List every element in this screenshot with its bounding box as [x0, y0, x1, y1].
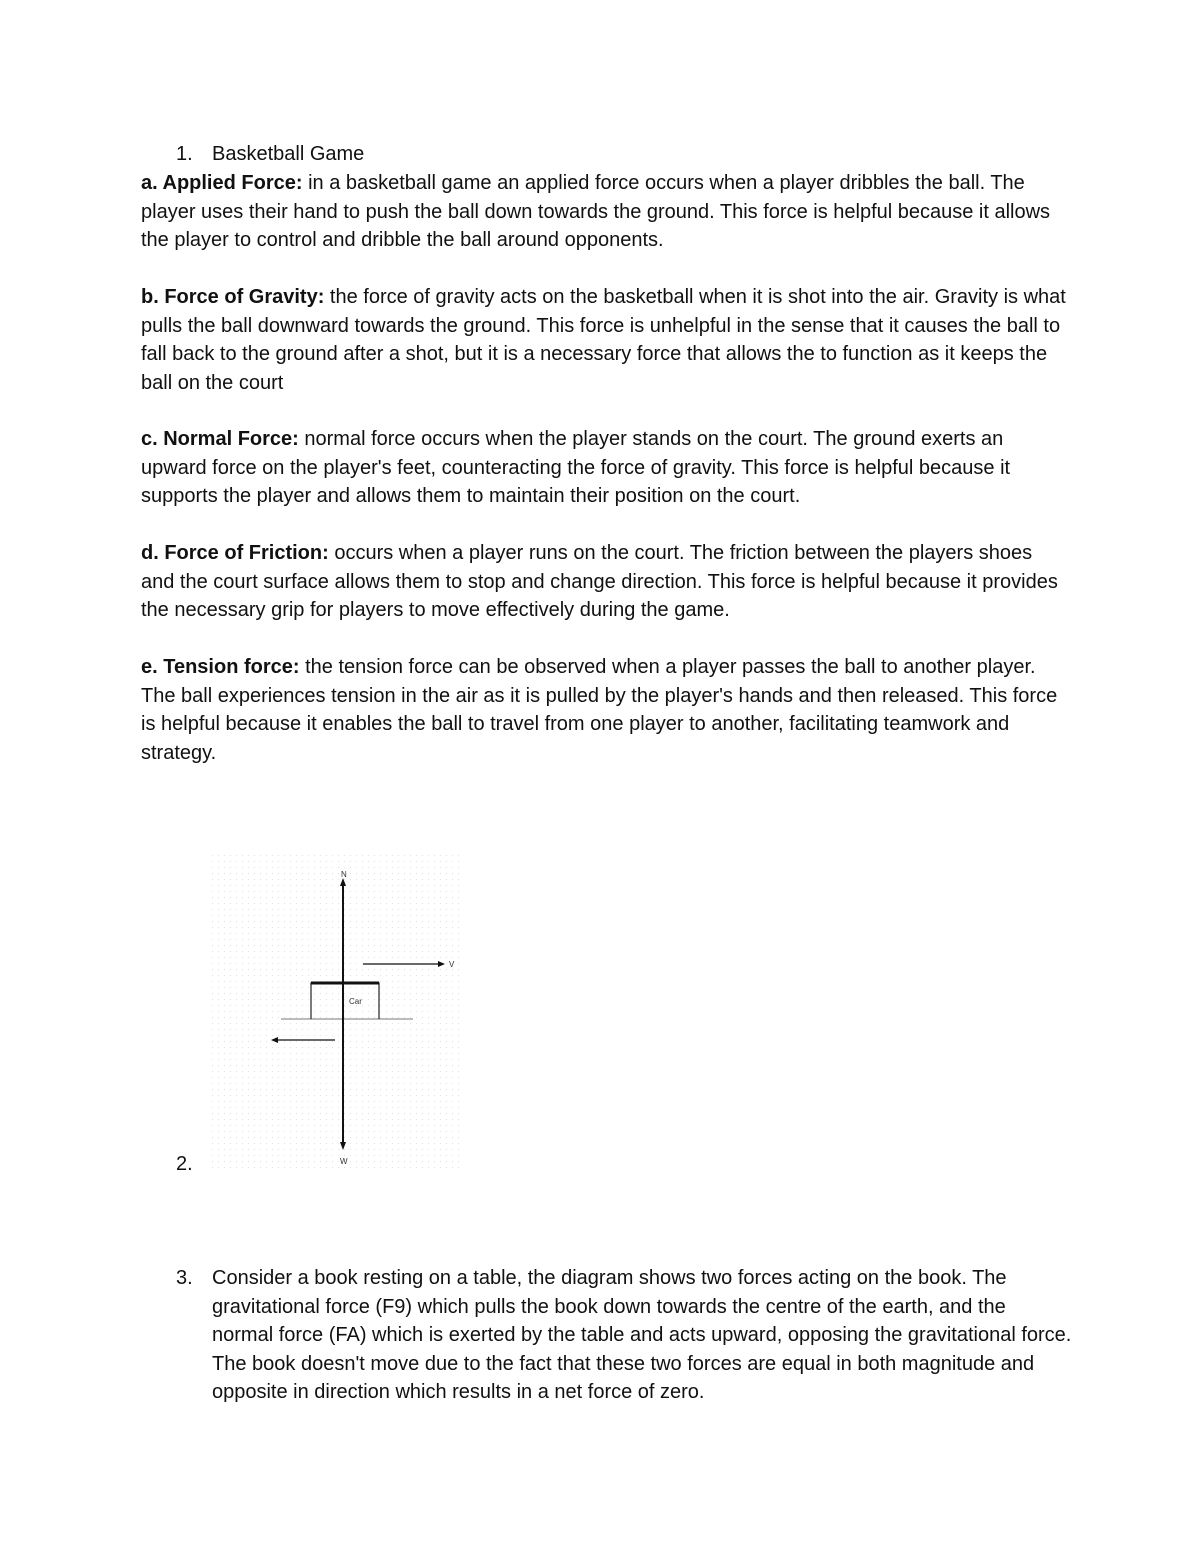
text-normal-force: normal force occurs when the player stands on the court. The ground exerts an upward force on the player's feet, counteracting the force of gravity. This force is helpful because it supports the player and allows them to maintain their position on the court. — [141, 428, 1011, 507]
term-applied-force: a. Applied Force: — [141, 172, 303, 194]
label-bottom: W — [340, 1157, 348, 1166]
paragraph-force-of-gravity — [141, 283, 1071, 397]
section-heading: Basketball Game — [212, 143, 365, 165]
list-number-1: 1. — [176, 143, 193, 165]
paragraph-tension-force — [141, 653, 1071, 767]
text-force-of-friction: occurs when a player runs on the court. The friction between the players shoes and the court surface allows them to stop and change direction. This force is helpful because it provides the necessary grip for players to move effectively during the game. — [141, 542, 1058, 621]
label-box: Car — [349, 997, 362, 1006]
text-tension-force: the tension force can be observed when a player passes the ball to another player. The ball experiences tension in the air as it is pulled by the player's hands and then released. This force is helpful because it enables the ball to travel from one player to another, facilitating teamwork and strategy. — [141, 656, 1058, 764]
paragraph-force-of-friction — [141, 539, 1071, 625]
text-force-of-gravity: the force of gravity acts on the basketball when it is shot into the air. Gravity is what pulls the ball downward towards the ground. This force is unhelpful in the sense that it causes the ball to fall back to the ground after a shot, but it is a necessary force that allows the to function as it keeps the ball on the court — [141, 286, 1066, 394]
grid-background — [211, 854, 463, 1172]
term-normal-force: c. Normal Force: — [141, 428, 299, 450]
list-number-2: 2. — [176, 1153, 193, 1175]
free-body-diagram-svg — [211, 854, 463, 1172]
free-body-diagram — [211, 854, 463, 1172]
term-force-of-gravity: b. Force of Gravity: — [141, 286, 325, 308]
label-top: N — [341, 870, 347, 879]
paragraph-normal-force — [141, 425, 1071, 511]
list-number-3: 3. — [176, 1267, 193, 1289]
label-right: V — [449, 960, 455, 969]
paragraph-book-on-table: Consider a book resting on a table, the diagram shows two forces acting on the book. The gravitational force (F9) which pulls the book down towards the centre of the earth, and the normal force (FA) which is exerted by the table and acts upward, opposing the gravitational force. The book doesn't move due to the fact that these two forces are equal in both magnitude and opposite in direction which results in a net force of zero. — [212, 1267, 1072, 1403]
term-force-of-friction: d. Force of Friction: — [141, 542, 329, 564]
text-applied-force: in a basketball game an applied force occurs when a player dribbles the ball. The player uses their hand to push the ball down towards the ground. This force is helpful because it allows the player to control and dribble the ball around opponents. — [141, 172, 1051, 251]
paragraph-applied-force — [141, 169, 1071, 255]
term-tension-force: e. Tension force: — [141, 656, 300, 678]
